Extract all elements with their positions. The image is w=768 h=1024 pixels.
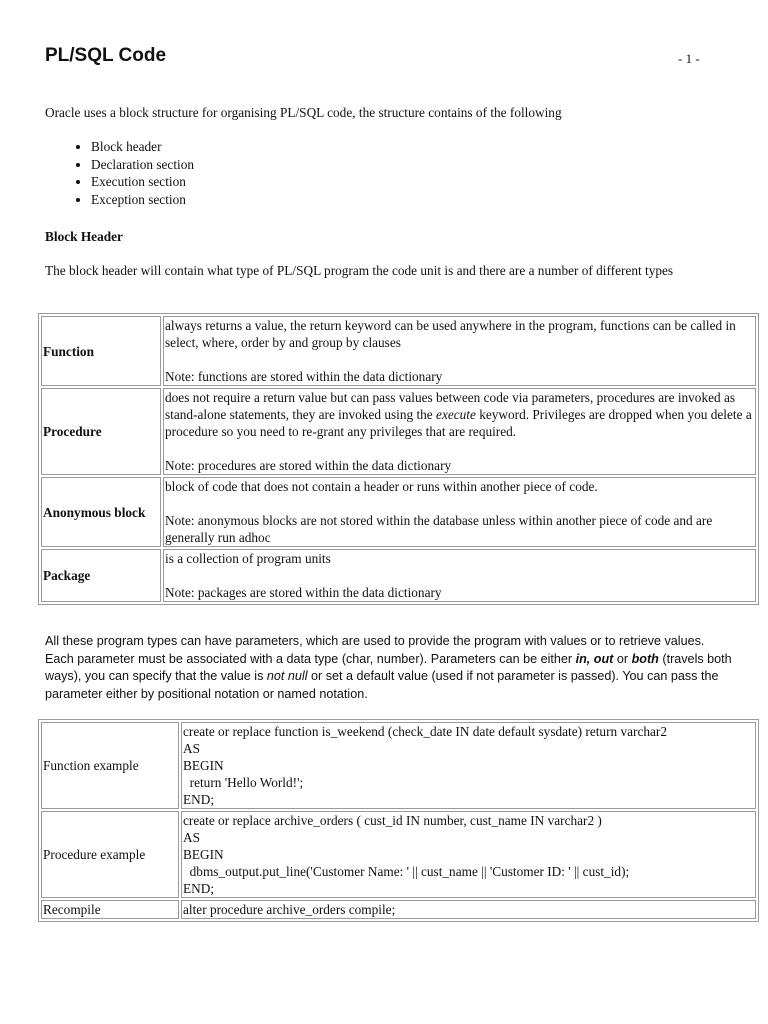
example-label-procedure: Procedure example (41, 811, 179, 898)
example-label-recompile: Recompile (41, 900, 179, 919)
type-label-package: Package (41, 549, 161, 602)
intro-paragraph: Oracle uses a block structure for organising PL/SQL code, the structure contains of the following (45, 105, 562, 120)
block-header-paragraph: The block header will contain what type of PL/SQL program the code unit is and there are a number of different types (45, 263, 674, 278)
type-label-anonymous: Anonymous block (41, 477, 161, 547)
table-row (41, 477, 756, 547)
list-item: • Block header (91, 138, 194, 156)
execute-keyword: execute (436, 407, 476, 422)
type-desc-package (163, 549, 756, 602)
type-description (165, 390, 752, 439)
param-keyword-both: both (631, 651, 659, 666)
table-row (41, 900, 756, 919)
param-keyword-in-out: in, out (575, 651, 614, 666)
type-label-procedure: Procedure (41, 388, 161, 475)
param-text: All these program types can have parameters, which are used to provide the program with values or to retrieve values. Each parameter must be associated with a data type (char, number). Parameters can be either (45, 634, 705, 666)
type-description: block of code that does not contain a header or runs within another piece of code. (165, 479, 598, 494)
page-title: PL/SQL Code (45, 45, 167, 66)
example-code-cell (181, 722, 756, 809)
program-types-table (38, 313, 759, 605)
example-label-function: Function example (41, 722, 179, 809)
type-note: Note: anonymous blocks are not stored within the database unless within another piece of code and are generally run adhoc (165, 513, 713, 545)
type-note: Note: functions are stored within the data dictionary (165, 369, 443, 384)
param-text: (travels both ways), you can specify that the value is (45, 651, 732, 684)
desc-text: keyword. Privileges are dropped when you delete a procedure so you need to re-grant any privileges that are required. (165, 407, 752, 439)
table-row (41, 722, 756, 809)
param-text: or (613, 651, 632, 666)
type-note: Note: procedures are stored within the data dictionary (165, 458, 452, 473)
type-note: Note: packages are stored within the data dictionary (165, 585, 442, 600)
type-desc-anonymous (163, 477, 756, 547)
desc-text: does not require a return value but can pass values between code via parameters, procedures are invoked as stand-alone statements, they are invoked using the (165, 390, 736, 422)
examples-table (38, 719, 759, 922)
table-row (41, 316, 756, 386)
list-item: • Exception section (91, 191, 194, 209)
list-item: • Declaration section (91, 156, 194, 174)
procedure-example-code: create or replace archive_orders ( cust_id IN number, cust_name IN varchar2 ) AS BEGIN dbms_output.put_line('Customer Name: ' || cust_name || 'Customer ID: ' || cust_id); END; (183, 813, 630, 896)
type-desc-function (163, 316, 756, 386)
block-header-heading: Block Header (45, 229, 123, 244)
type-desc-procedure (163, 388, 756, 475)
type-description: is a collection of program units (165, 551, 331, 566)
parameters-paragraph (45, 633, 735, 703)
function-example-code: create or replace function is_weekend (check_date IN date default sysdate) return varchar2 AS BEGIN return 'Hello World!'; END; (183, 724, 667, 807)
param-text: or set a default value (used if not parameter is passed). You can pass the parameter either by positional notation or named notation. (45, 669, 719, 701)
table-row (41, 388, 756, 475)
section-list (45, 138, 194, 208)
list-item: • Execution section (91, 173, 194, 191)
example-code-cell (181, 811, 756, 898)
example-code-cell (181, 900, 756, 919)
param-keyword-not-null: not null (266, 669, 308, 684)
type-label-function: Function (41, 316, 161, 386)
page-number: - 1 - (678, 51, 700, 66)
type-description: always returns a value, the return keyword can be used anywhere in the program, functions can be called in select, where, order by and group by clauses (165, 318, 736, 350)
table-row (41, 549, 756, 602)
recompile-example-code: alter procedure archive_orders compile; (183, 902, 396, 917)
table-row (41, 811, 756, 898)
